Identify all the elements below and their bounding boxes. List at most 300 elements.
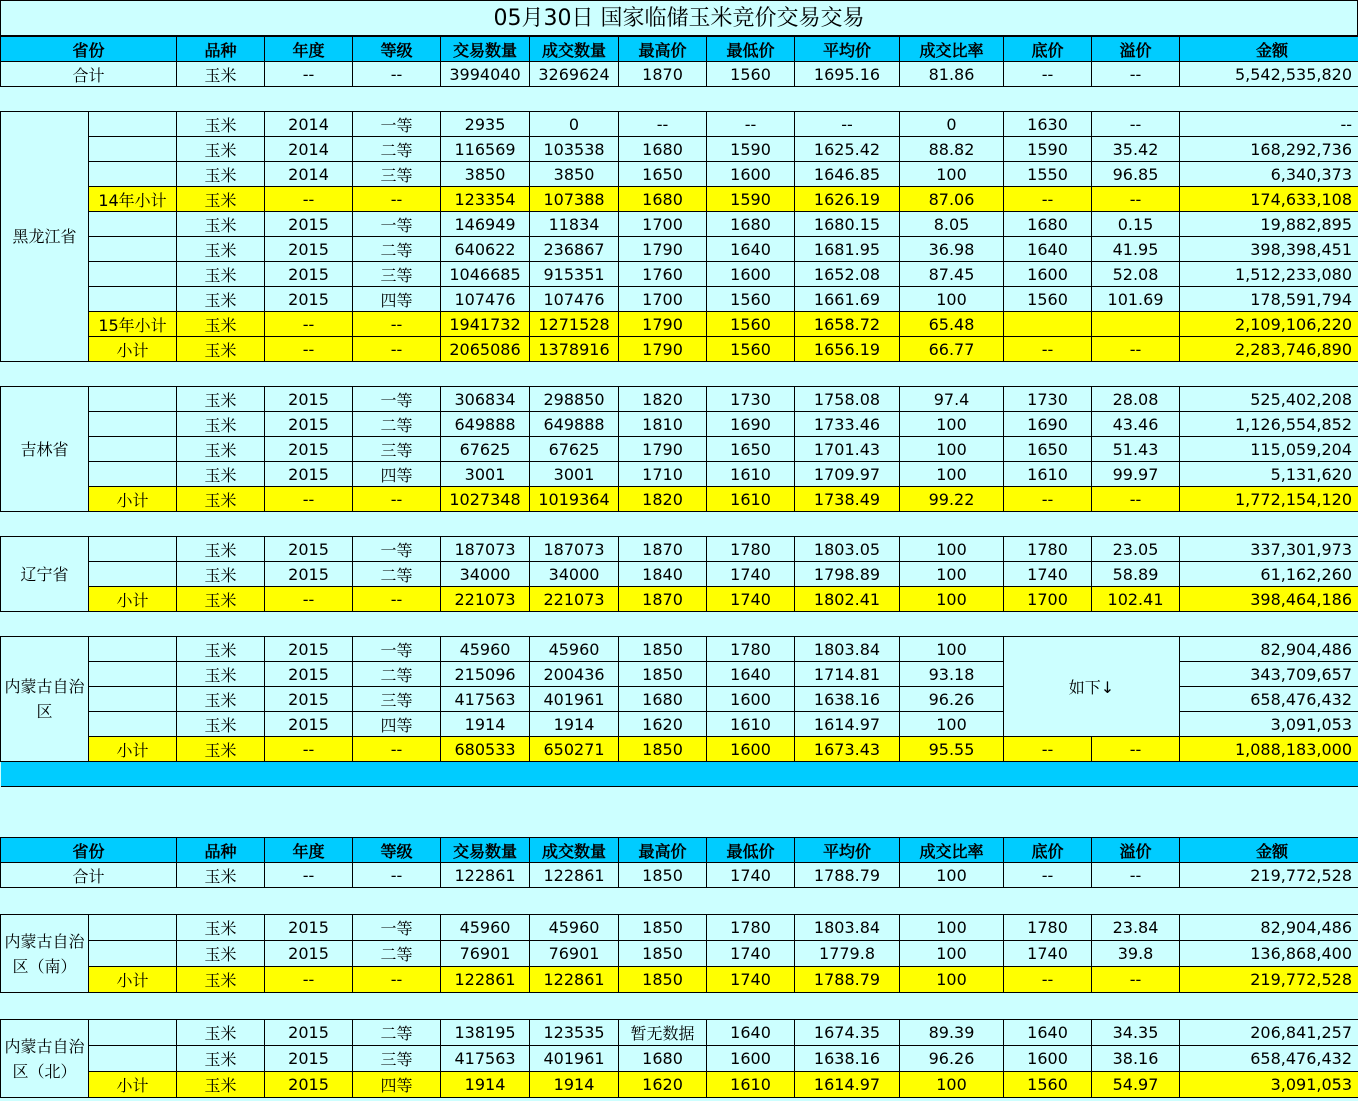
table-cell[interactable]: 649888 — [530, 412, 619, 437]
table-cell[interactable]: -- — [1092, 967, 1180, 993]
table-cell[interactable]: 1600 — [707, 1046, 795, 1072]
table-cell[interactable]: 玉米 — [177, 562, 265, 587]
table-cell[interactable]: -- — [1092, 62, 1180, 87]
table-cell[interactable]: 1600 — [707, 687, 795, 712]
table-cell[interactable]: 100 — [900, 287, 1004, 312]
table-cell[interactable]: 1700 — [619, 287, 707, 312]
table-cell[interactable]: 2015 — [265, 712, 353, 737]
amount-cell[interactable]: 178,591,794 — [1180, 287, 1358, 312]
table-cell[interactable] — [89, 287, 177, 312]
table-cell[interactable]: 2015 — [265, 562, 353, 587]
table-cell[interactable]: 1840 — [619, 562, 707, 587]
table-cell[interactable]: -- — [707, 112, 795, 137]
table-cell[interactable]: 1640 — [707, 662, 795, 687]
table-cell[interactable]: 玉米 — [177, 967, 265, 993]
table-cell[interactable]: -- — [353, 62, 441, 87]
table-cell[interactable]: 玉米 — [177, 187, 265, 212]
table-cell[interactable]: 11834 — [530, 212, 619, 237]
table-cell[interactable]: 100 — [900, 863, 1004, 888]
table-cell[interactable]: 96.26 — [900, 687, 1004, 712]
province-label[interactable]: 吉林省 — [1, 387, 89, 512]
table-cell[interactable]: 1019364 — [530, 487, 619, 512]
amount-cell[interactable]: 82,904,486 — [1180, 637, 1358, 662]
table-cell[interactable]: 一等 — [353, 637, 441, 662]
table-cell[interactable]: -- — [265, 187, 353, 212]
table-cell[interactable] — [89, 262, 177, 287]
table-cell[interactable]: 1610 — [707, 712, 795, 737]
table-cell[interactable]: 二等 — [353, 662, 441, 687]
amount-cell[interactable]: 174,633,108 — [1180, 187, 1358, 212]
table-cell[interactable]: 一等 — [353, 915, 441, 941]
table-cell[interactable]: -- — [1092, 337, 1180, 362]
table-cell[interactable]: 1620 — [619, 1072, 707, 1098]
amount-cell[interactable]: 3,091,053 — [1180, 1072, 1358, 1098]
table-cell[interactable]: 1560 — [707, 287, 795, 312]
table-cell[interactable]: 玉米 — [177, 863, 265, 888]
table-cell[interactable]: 1710 — [619, 462, 707, 487]
table-cell[interactable]: 1740 — [707, 967, 795, 993]
table-cell[interactable]: 1850 — [619, 941, 707, 967]
amount-cell[interactable]: 1,126,554,852 — [1180, 412, 1358, 437]
table-cell[interactable]: 1646.85 — [795, 162, 900, 187]
table-cell[interactable]: 650271 — [530, 737, 619, 762]
table-cell[interactable]: 1680 — [619, 137, 707, 162]
table-cell[interactable]: 1941732 — [441, 312, 530, 337]
table-cell[interactable]: 100 — [900, 162, 1004, 187]
table-cell[interactable]: 1790 — [619, 237, 707, 262]
table-cell[interactable]: 1560 — [1004, 287, 1092, 312]
table-cell[interactable]: 玉米 — [177, 1020, 265, 1046]
table-cell[interactable]: 101.69 — [1092, 287, 1180, 312]
table-cell[interactable]: 玉米 — [177, 687, 265, 712]
table-cell[interactable]: 67625 — [530, 437, 619, 462]
table-cell[interactable]: 51.43 — [1092, 437, 1180, 462]
table-cell[interactable]: 2935 — [441, 112, 530, 137]
column-header[interactable]: 年度 — [265, 838, 353, 863]
column-header[interactable]: 交易数量 — [441, 37, 530, 62]
table-cell[interactable]: 122861 — [530, 863, 619, 888]
amount-cell[interactable]: 61,162,260 — [1180, 562, 1358, 587]
table-cell[interactable]: 1738.49 — [795, 487, 900, 512]
table-cell[interactable]: 1740 — [707, 863, 795, 888]
table-cell[interactable]: 四等 — [353, 462, 441, 487]
table-cell[interactable]: 1730 — [707, 387, 795, 412]
table-cell[interactable]: 65.48 — [900, 312, 1004, 337]
table-cell[interactable]: 915351 — [530, 262, 619, 287]
table-cell[interactable]: 1652.08 — [795, 262, 900, 287]
table-cell[interactable]: 1378916 — [530, 337, 619, 362]
table-cell[interactable]: 1673.43 — [795, 737, 900, 762]
table-cell[interactable]: 41.95 — [1092, 237, 1180, 262]
table-cell[interactable]: 1610 — [707, 1072, 795, 1098]
table-cell[interactable]: 1620 — [619, 712, 707, 737]
table-cell[interactable]: 1740 — [707, 587, 795, 612]
table-cell[interactable]: 玉米 — [177, 662, 265, 687]
table-cell[interactable]: 玉米 — [177, 237, 265, 262]
table-cell[interactable]: 23.84 — [1092, 915, 1180, 941]
table-cell[interactable]: 221073 — [441, 587, 530, 612]
table-cell[interactable]: 215096 — [441, 662, 530, 687]
table-cell[interactable]: -- — [265, 487, 353, 512]
table-cell[interactable]: 玉米 — [177, 637, 265, 662]
table-cell[interactable]: 649888 — [441, 412, 530, 437]
subtotal-label[interactable]: 15年小计 — [89, 312, 177, 337]
table-cell[interactable]: 一等 — [353, 112, 441, 137]
table-cell[interactable]: 3001 — [530, 462, 619, 487]
table-cell[interactable]: 39.8 — [1092, 941, 1180, 967]
table-cell[interactable]: 0.15 — [1092, 212, 1180, 237]
column-header[interactable]: 等级 — [353, 37, 441, 62]
table-cell[interactable]: 玉米 — [177, 212, 265, 237]
table-cell[interactable]: 1630 — [1004, 112, 1092, 137]
table-cell[interactable]: 1758.08 — [795, 387, 900, 412]
amount-cell[interactable]: 1,088,183,000 — [1180, 737, 1358, 762]
table-cell[interactable]: 2015 — [265, 915, 353, 941]
table-cell[interactable] — [1004, 312, 1092, 337]
table-cell[interactable] — [89, 941, 177, 967]
table-cell[interactable]: 1850 — [619, 967, 707, 993]
table-cell[interactable]: 玉米 — [177, 337, 265, 362]
column-header[interactable]: 最低价 — [707, 838, 795, 863]
table-cell[interactable]: 2015 — [265, 412, 353, 437]
table-cell[interactable]: 1790 — [619, 437, 707, 462]
table-cell[interactable]: 玉米 — [177, 437, 265, 462]
table-cell[interactable]: 100 — [900, 915, 1004, 941]
column-header[interactable]: 省份 — [1, 37, 177, 62]
table-cell[interactable]: 2015 — [265, 437, 353, 462]
table-cell[interactable]: 76901 — [530, 941, 619, 967]
table-cell[interactable]: 100 — [900, 462, 1004, 487]
table-cell[interactable]: 3850 — [530, 162, 619, 187]
table-cell[interactable]: 一等 — [353, 537, 441, 562]
table-cell[interactable]: -- — [1004, 967, 1092, 993]
table-cell[interactable]: 3994040 — [441, 62, 530, 87]
table-cell[interactable]: 1780 — [707, 537, 795, 562]
table-cell[interactable]: 二等 — [353, 137, 441, 162]
table-cell[interactable]: 45960 — [530, 915, 619, 941]
table-cell[interactable]: 玉米 — [177, 712, 265, 737]
subtotal-label[interactable]: 小计 — [89, 1072, 177, 1098]
table-cell[interactable]: 1560 — [707, 312, 795, 337]
column-header[interactable]: 最低价 — [707, 37, 795, 62]
column-header[interactable]: 品种 — [177, 37, 265, 62]
table-cell[interactable]: 1610 — [707, 462, 795, 487]
table-cell[interactable]: 玉米 — [177, 312, 265, 337]
table-cell[interactable]: 1740 — [707, 562, 795, 587]
table-cell[interactable]: -- — [1092, 487, 1180, 512]
table-cell[interactable]: 1788.79 — [795, 863, 900, 888]
table-cell[interactable]: 1730 — [1004, 387, 1092, 412]
table-cell[interactable]: 二等 — [353, 412, 441, 437]
total-label[interactable]: 合计 — [1, 62, 177, 87]
table-cell[interactable]: 1560 — [707, 62, 795, 87]
table-cell[interactable]: 401961 — [530, 1046, 619, 1072]
table-cell[interactable]: 玉米 — [177, 62, 265, 87]
table-cell[interactable]: 122861 — [441, 967, 530, 993]
table-cell[interactable] — [89, 462, 177, 487]
table-cell[interactable]: 玉米 — [177, 941, 265, 967]
table-cell[interactable]: 1600 — [1004, 1046, 1092, 1072]
table-cell[interactable]: 1640 — [707, 237, 795, 262]
amount-cell[interactable]: 1,512,233,080 — [1180, 262, 1358, 287]
table-cell[interactable]: -- — [1004, 737, 1092, 762]
subtotal-label[interactable]: 小计 — [89, 487, 177, 512]
table-cell[interactable]: 1790 — [619, 337, 707, 362]
table-cell[interactable]: 95.55 — [900, 737, 1004, 762]
table-cell[interactable]: 100 — [900, 637, 1004, 662]
table-cell[interactable]: 二等 — [353, 941, 441, 967]
table-cell[interactable]: 1740 — [707, 941, 795, 967]
table-cell[interactable]: 1600 — [1004, 262, 1092, 287]
table-cell[interactable]: 四等 — [353, 1072, 441, 1098]
province-label[interactable]: 内蒙古自治区（北） — [1, 1020, 89, 1098]
table-cell[interactable]: 玉米 — [177, 287, 265, 312]
table-cell[interactable]: 玉米 — [177, 587, 265, 612]
table-cell[interactable]: 玉米 — [177, 412, 265, 437]
table-cell[interactable]: 100 — [900, 712, 1004, 737]
table-cell[interactable]: 1680 — [619, 687, 707, 712]
province-label[interactable]: 黑龙江省 — [1, 112, 89, 362]
table-cell[interactable]: 8.05 — [900, 212, 1004, 237]
table-cell[interactable]: 88.82 — [900, 137, 1004, 162]
table-cell[interactable]: 1798.89 — [795, 562, 900, 587]
table-cell[interactable]: -- — [265, 312, 353, 337]
amount-cell[interactable]: 219,772,528 — [1180, 967, 1358, 993]
table-cell[interactable]: 玉米 — [177, 387, 265, 412]
table-cell[interactable]: 2014 — [265, 162, 353, 187]
table-cell[interactable]: 1733.46 — [795, 412, 900, 437]
table-cell[interactable]: 1803.84 — [795, 915, 900, 941]
table-cell[interactable]: 1780 — [1004, 537, 1092, 562]
table-cell[interactable]: 玉米 — [177, 162, 265, 187]
table-cell[interactable]: 122861 — [530, 967, 619, 993]
amount-cell[interactable]: 525,402,208 — [1180, 387, 1358, 412]
table-cell[interactable]: 298850 — [530, 387, 619, 412]
column-header[interactable]: 成交比率 — [900, 37, 1004, 62]
amount-cell[interactable]: 168,292,736 — [1180, 137, 1358, 162]
table-cell[interactable]: 1701.43 — [795, 437, 900, 462]
table-cell[interactable]: 1590 — [707, 137, 795, 162]
subtotal-label[interactable]: 小计 — [89, 737, 177, 762]
table-cell[interactable]: 219,772,528 — [1180, 863, 1358, 888]
table-cell[interactable]: 45960 — [530, 637, 619, 662]
amount-cell[interactable]: 3,091,053 — [1180, 712, 1358, 737]
table-cell[interactable]: 54.97 — [1092, 1072, 1180, 1098]
table-cell[interactable]: 2015 — [265, 1020, 353, 1046]
column-header[interactable]: 成交数量 — [530, 838, 619, 863]
column-header[interactable]: 最高价 — [619, 838, 707, 863]
table-cell[interactable] — [89, 637, 177, 662]
table-cell[interactable]: -- — [265, 737, 353, 762]
table-cell[interactable]: 三等 — [353, 262, 441, 287]
table-cell[interactable]: 玉米 — [177, 737, 265, 762]
table-cell[interactable]: 1695.16 — [795, 62, 900, 87]
table-cell[interactable]: 97.4 — [900, 387, 1004, 412]
table-cell[interactable]: 81.86 — [900, 62, 1004, 87]
table-cell[interactable]: 2065086 — [441, 337, 530, 362]
table-cell[interactable]: 0 — [530, 112, 619, 137]
table-cell[interactable]: 640622 — [441, 237, 530, 262]
table-cell[interactable]: -- — [1092, 863, 1180, 888]
amount-cell[interactable]: 398,398,451 — [1180, 237, 1358, 262]
table-cell[interactable]: -- — [265, 863, 353, 888]
table-cell[interactable] — [89, 112, 177, 137]
amount-cell[interactable]: 398,464,186 — [1180, 587, 1358, 612]
table-cell[interactable] — [89, 412, 177, 437]
table-cell[interactable]: 玉米 — [177, 262, 265, 287]
table-cell[interactable]: 1914 — [441, 1072, 530, 1098]
table-cell[interactable]: 1690 — [1004, 412, 1092, 437]
table-cell[interactable]: 1700 — [619, 212, 707, 237]
table-cell[interactable]: 二等 — [353, 1020, 441, 1046]
table-cell[interactable]: 三等 — [353, 1046, 441, 1072]
table-cell[interactable]: 0 — [900, 112, 1004, 137]
table-cell[interactable]: 2015 — [265, 237, 353, 262]
table-cell[interactable]: 1780 — [1004, 915, 1092, 941]
amount-cell[interactable]: 5,131,620 — [1180, 462, 1358, 487]
table-cell[interactable]: 2015 — [265, 212, 353, 237]
table-cell[interactable]: 暂无数据 — [619, 1020, 707, 1046]
table-cell[interactable] — [89, 437, 177, 462]
table-cell[interactable]: -- — [353, 487, 441, 512]
table-cell[interactable]: 四等 — [353, 712, 441, 737]
table-cell[interactable]: 1680 — [707, 212, 795, 237]
table-cell[interactable]: 107476 — [441, 287, 530, 312]
table-cell[interactable]: 1850 — [619, 915, 707, 941]
table-cell[interactable]: -- — [1092, 737, 1180, 762]
table-cell[interactable]: -- — [353, 863, 441, 888]
table-cell[interactable]: 2015 — [265, 537, 353, 562]
table-cell[interactable]: 1614.97 — [795, 1072, 900, 1098]
table-cell[interactable]: 1560 — [1004, 1072, 1092, 1098]
table-cell[interactable]: 1914 — [441, 712, 530, 737]
table-cell[interactable]: 1661.69 — [795, 287, 900, 312]
table-cell[interactable]: 1656.19 — [795, 337, 900, 362]
column-header[interactable]: 交易数量 — [441, 838, 530, 863]
table-cell[interactable]: 102.41 — [1092, 587, 1180, 612]
table-cell[interactable]: 玉米 — [177, 137, 265, 162]
table-cell[interactable]: 1790 — [619, 312, 707, 337]
table-cell[interactable]: 306834 — [441, 387, 530, 412]
amount-cell[interactable]: 337,301,973 — [1180, 537, 1358, 562]
table-cell[interactable]: 100 — [900, 967, 1004, 993]
amount-cell[interactable]: 82,904,486 — [1180, 915, 1358, 941]
table-cell[interactable]: 122861 — [441, 863, 530, 888]
table-cell[interactable]: 1780 — [707, 637, 795, 662]
amount-cell[interactable]: 2,109,106,220 — [1180, 312, 1358, 337]
column-header[interactable]: 底价 — [1004, 838, 1092, 863]
table-cell[interactable]: 100 — [900, 941, 1004, 967]
table-cell[interactable]: 38.16 — [1092, 1046, 1180, 1072]
table-cell[interactable]: -- — [1004, 487, 1092, 512]
table-cell[interactable]: 417563 — [441, 1046, 530, 1072]
column-header[interactable]: 省份 — [1, 838, 177, 863]
table-cell[interactable]: -- — [1092, 187, 1180, 212]
table-cell[interactable]: 1600 — [707, 262, 795, 287]
table-cell[interactable]: -- — [265, 62, 353, 87]
table-cell[interactable]: 1550 — [1004, 162, 1092, 187]
column-header[interactable]: 平均价 — [795, 838, 900, 863]
table-cell[interactable]: 123535 — [530, 1020, 619, 1046]
table-cell[interactable]: 1740 — [1004, 562, 1092, 587]
table-cell[interactable]: 103538 — [530, 137, 619, 162]
table-cell[interactable]: 三等 — [353, 162, 441, 187]
table-cell[interactable]: 1709.97 — [795, 462, 900, 487]
column-header[interactable]: 最高价 — [619, 37, 707, 62]
province-label[interactable]: 内蒙古自治区（南） — [1, 915, 89, 993]
column-header[interactable]: 溢价 — [1092, 37, 1180, 62]
table-cell[interactable]: 玉米 — [177, 1072, 265, 1098]
table-cell[interactable]: 52.08 — [1092, 262, 1180, 287]
table-cell[interactable]: 1027348 — [441, 487, 530, 512]
table-cell[interactable] — [89, 915, 177, 941]
table-cell[interactable]: 401961 — [530, 687, 619, 712]
table-cell[interactable]: 1614.97 — [795, 712, 900, 737]
table-cell[interactable]: 1680 — [619, 1046, 707, 1072]
amount-cell[interactable]: 658,476,432 — [1180, 1046, 1358, 1072]
table-cell[interactable]: 1638.16 — [795, 687, 900, 712]
amount-cell[interactable]: 136,868,400 — [1180, 941, 1358, 967]
table-cell[interactable]: 1760 — [619, 262, 707, 287]
table-cell[interactable]: 1870 — [619, 587, 707, 612]
table-cell[interactable]: 二等 — [353, 562, 441, 587]
table-cell[interactable]: 107388 — [530, 187, 619, 212]
subtotal-label[interactable]: 小计 — [89, 587, 177, 612]
table-cell[interactable] — [89, 237, 177, 262]
table-cell[interactable]: 35.42 — [1092, 137, 1180, 162]
table-cell[interactable]: 5,542,535,820 — [1180, 62, 1358, 87]
table-cell[interactable]: 100 — [900, 1072, 1004, 1098]
table-cell[interactable]: 玉米 — [177, 462, 265, 487]
table-cell[interactable]: 43.46 — [1092, 412, 1180, 437]
table-cell[interactable] — [89, 537, 177, 562]
table-cell[interactable]: -- — [353, 967, 441, 993]
amount-cell[interactable]: 658,476,432 — [1180, 687, 1358, 712]
table-cell[interactable]: 1600 — [707, 162, 795, 187]
table-cell[interactable]: -- — [795, 112, 900, 137]
amount-cell[interactable]: 2,283,746,890 — [1180, 337, 1358, 362]
table-cell[interactable]: 66.77 — [900, 337, 1004, 362]
column-header[interactable]: 年度 — [265, 37, 353, 62]
table-cell[interactable]: 1802.41 — [795, 587, 900, 612]
table-cell[interactable]: 87.45 — [900, 262, 1004, 287]
table-cell[interactable]: 1850 — [619, 637, 707, 662]
table-cell[interactable]: -- — [353, 587, 441, 612]
table-cell[interactable]: -- — [1004, 863, 1092, 888]
subtotal-label[interactable]: 14年小计 — [89, 187, 177, 212]
column-header[interactable]: 平均价 — [795, 37, 900, 62]
table-cell[interactable]: 1700 — [1004, 587, 1092, 612]
table-cell[interactable]: 3001 — [441, 462, 530, 487]
table-cell[interactable]: 1914 — [530, 1072, 619, 1098]
table-cell[interactable]: 67625 — [441, 437, 530, 462]
table-cell[interactable] — [89, 562, 177, 587]
table-cell[interactable]: 45960 — [441, 637, 530, 662]
table-cell[interactable]: 二等 — [353, 237, 441, 262]
amount-cell[interactable]: 6,340,373 — [1180, 162, 1358, 187]
table-cell[interactable]: 1590 — [1004, 137, 1092, 162]
table-cell[interactable]: 1780 — [707, 915, 795, 941]
column-header[interactable]: 溢价 — [1092, 838, 1180, 863]
column-header[interactable]: 品种 — [177, 838, 265, 863]
table-cell[interactable]: 36.98 — [900, 237, 1004, 262]
table-cell[interactable]: 96.85 — [1092, 162, 1180, 187]
table-cell[interactable]: 187073 — [530, 537, 619, 562]
table-cell[interactable]: 107476 — [530, 287, 619, 312]
table-cell[interactable]: 1788.79 — [795, 967, 900, 993]
amount-cell[interactable]: 343,709,657 — [1180, 662, 1358, 687]
table-cell[interactable]: 1914 — [530, 712, 619, 737]
